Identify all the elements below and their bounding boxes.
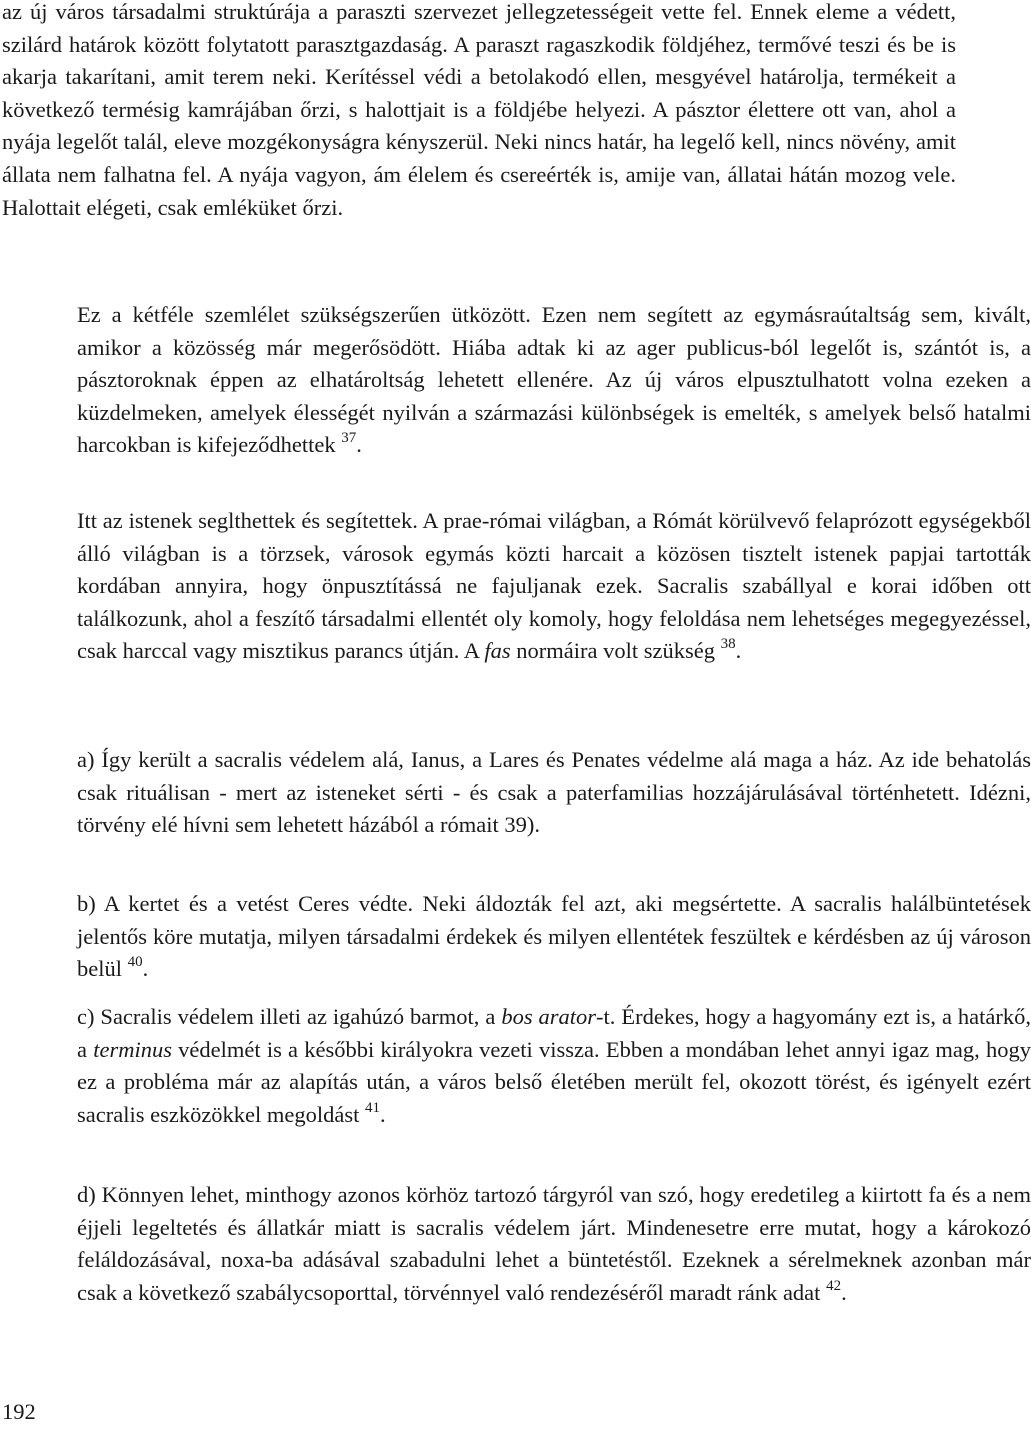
paragraph-2 [2, 299, 1031, 462]
text-run: -t. Érdekes, hogy a hagyomány ezt is, a határkő, a [77, 1004, 1031, 1062]
paragraph-3 [2, 505, 1031, 668]
text-run: . [356, 432, 362, 458]
italic-term: fas [484, 638, 511, 664]
italic-term: bos arator [501, 1004, 597, 1029]
text-run: Itt az istenek seglthettek és segítettek. A prae-római világban, a Rómát körülvevő felaprózott egységekből álló világban is a törzsek, városok egymás közti harcait a közösen tisztelt istenek papjai tartották kordában annyira, hogy önpusztítássá ne fajuljanak ezek. Sacralis szabállyal e korai időben ott találkozunk, ahol a feszítő társadalmi ellentét oly komoly, hogy feloldása nem lehetséges megegyezéssel, csak harccal vagy misztikus parancs útján. A [77, 508, 1031, 664]
footnote-ref: 38 [720, 636, 736, 653]
footnote-ref: 40 [127, 954, 143, 971]
paragraph-5-item-b [2, 888, 1031, 986]
text-run: védelmét is a későbbi királyokra vezeti vissza. Ebben a mondában lehet annyi igaz mag, hogy ez a probléma már az alapítás után, a város belső életében merült fel, okozott törést, és igényelt ezért sacralis eszközökkel megoldást [77, 1036, 1031, 1127]
paragraph-7-item-d [2, 1179, 1031, 1309]
italic-term: terminus [93, 1036, 172, 1062]
text-run: b) A kertet és a vetést Ceres védte. Neki áldozták fel azt, aki megsértette. A sacralis halálbüntetések jelentős köre mutatja, milyen társadalmi érdekek és milyen ellentétek feszültek e kérdésben az új városon belül [77, 891, 1031, 982]
text-run: c) Sacralis védelem illeti az igahúzó barmot, a [77, 1004, 502, 1029]
text-run: Ez a kétféle szemlélet szükségszerűen ütközött. Ezen nem segített az egymásraútaltság sem, kivált, amikor a közösség már megerősödött. Hiába adtak ki az ager publicus-ból legelőt is, szántót is, a pásztoroknak éppen az elhatároltság lehetett ellenére. Az új város elpusztulhatott volna ezeken a küzdelmeken, amelyek élességét nyilván a származási különbségek is emelték, s amelyek belső hatalmi harcokban is kifejeződhettek [77, 302, 1031, 458]
text-run: d) Könnyen lehet, minthogy azonos körhöz tartozó tárgyról van szó, hogy eredetileg a kiirtott fa és a nem éjjeli legeltetés és állatkár miatt is sacralis védelem járt. Mindenesetre erre mutat, hogy a károkozó feláldozásával, noxa-ba adásával szabadulni lehet a büntetéstől. Ezeknek a sérelmeknek azonban már csak a következő szabálycsoporttal, törvénnyel való rendezéséről maradt ránk adat [77, 1182, 1031, 1305]
paragraph-1 [2, 0, 956, 224]
text-run: . [380, 1101, 386, 1127]
footnote-ref: 42 [826, 1277, 842, 1294]
paragraph-4-item-a [2, 744, 1031, 842]
text-run: a) Így került a sacralis védelem alá, Ianus, a Lares és Penates védelme alá maga a ház. Az ide behatolás csak rituálisan - mert az isteneket sérti - és csak a paterfamilias hozzájárulásával történhetett. Idézni, törvény elé hívni sem lehetett házából a rómait 39). [77, 747, 1031, 838]
page-number: 192 [2, 1399, 36, 1424]
footnote-ref: 37 [341, 430, 357, 447]
footnote-ref: 41 [365, 1099, 381, 1116]
text-run: . [841, 1279, 847, 1305]
text-run: . [142, 956, 149, 982]
text-run: az új város társadalmi struktúrája a paraszti szervezet jellegzetességeit vette fel. Ennek eleme a védett, szilárd határok között folytatott parasztgazdaság. A paraszt ragaszkodik földjéhez, termővé teszi és be is akarja takarítani, amit terem neki. Kerítéssel védi a betolakodó ellen, mesgyével határolja, termékeit a következő termésig kamrájában őrzi, s halottjait is a földjébe helyezi. A pásztor élettere ott van, ahol a nyája legelőt talál, eleve mozgékonyságra kényszerül. Neki nincs határ, ha legelő kell, nincs növény, amit állata nem falhatna fel. A nyája vagyon, ám élelem és csereérték is, amije van, állatai hátán mozog vele. Halottait elégeti, csak emléküket őrzi. [2, 0, 956, 220]
text-run: normáira volt szükség [510, 638, 721, 664]
text-run: . [735, 638, 742, 664]
paragraph-6-item-c [2, 1001, 1031, 1131]
